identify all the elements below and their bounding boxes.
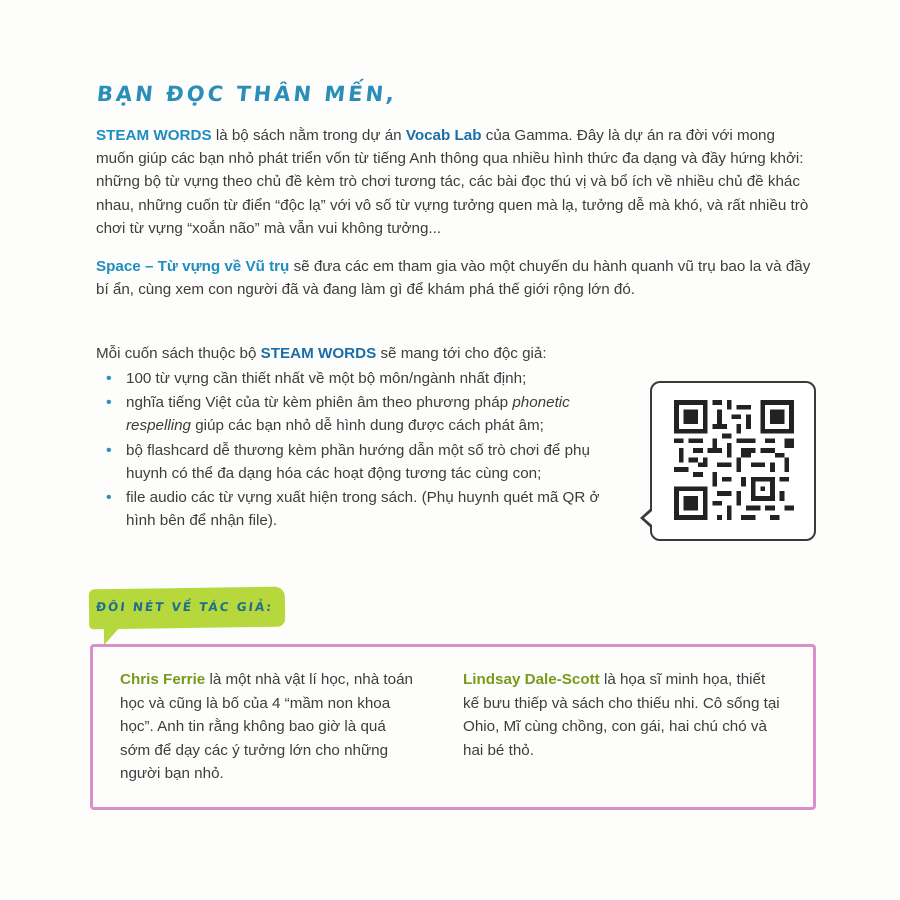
bullet-icon: • bbox=[106, 370, 112, 387]
list-item: • file audio các từ vựng xuất hiện trong sách. (Phụ huynh quét mã QR ở hình bên để nhận file). bbox=[100, 486, 630, 532]
tag-tail bbox=[104, 627, 120, 645]
project-name: Vocab Lab bbox=[405, 127, 482, 144]
author-bio-chris: Chris Ferrie là một nhà vật lí học, nhà toán học và cũng là bố của 4 “mầm non khoa học”. Anh tin rằng không bao giờ là quá sớm để dạy các ý tưởng lớn cho những người bạn nhỏ. bbox=[120, 671, 413, 783]
list-item: • bộ flashcard dễ thương kèm phần hướng dẫn một số trò chơi để phụ huynh có thể đa dạng hóa các hoạt động tương tác cùng con; bbox=[100, 439, 630, 485]
author-bio-lindsay: Lindsay Dale-Scott là họa sĩ minh họa, thiết kế bưu thiếp và sách cho thiếu nhi. Cô sống tại Ohio, Mĩ cùng chồng, con gái, hai chú chó và hai bé thỏ. bbox=[463, 671, 780, 759]
list-item: • nghĩa tiếng Việt của từ kèm phiên âm theo phương pháp phonetic respelling giúp các bạn nhỏ dễ hình dung được cách phát âm; bbox=[100, 391, 630, 437]
features-list bbox=[100, 367, 630, 533]
book-title: Space – Từ vựng về Vũ trụ bbox=[96, 258, 290, 275]
author-name: Chris Ferrie bbox=[120, 671, 206, 688]
list-item: • 100 từ vựng cần thiết nhất về một bộ môn/ngành nhất định; bbox=[100, 367, 630, 390]
bullet-icon: • bbox=[106, 394, 112, 412]
space-paragraph: Space – Từ vựng về Vũ trụ sẽ đưa các em tham gia vào một chuyến du hành quanh vũ trụ bao la và đầy bí ẩn, cùng xem con người đã và đang làm gì để khám phá thế giới rộng lớn đó. bbox=[96, 258, 811, 299]
page-heading: BẠN ĐỌC THÂN MẾN, bbox=[95, 82, 399, 106]
qr-code-icon[interactable] bbox=[674, 400, 794, 520]
bullet-icon: • bbox=[106, 489, 112, 507]
features-lead: Mỗi cuốn sách thuộc bộ STEAM WORDS sẽ mang tới cho độc giả: bbox=[96, 345, 547, 362]
brand-name: STEAM WORDS bbox=[96, 127, 212, 144]
brand-name: STEAM WORDS bbox=[260, 345, 377, 362]
author-name: Lindsay Dale-Scott bbox=[463, 671, 600, 688]
bullet-icon: • bbox=[106, 441, 112, 459]
intro-paragraph: STEAM WORDS là bộ sách nằm trong dự án Vocab Lab của Gamma. Đây là dự án ra đời với mong muốn giúp các bạn nhỏ phát triển vốn từ tiếng Anh thông qua nhiều hình thức đa dạng và đầy hứng khởi: những bộ từ vựng theo chủ đề kèm trò chơi tương tác, các bài đọc thú vị và bổ ích về nhiều chủ đề khác nhau, những cuốn từ điển “độc lạ” với vô số từ vựng tưởng quen mà lạ, tưởng dễ mà khó, và rất nhiều trò chơi từ vựng “xoắn não” mà vẫn vui không tưởng... bbox=[96, 127, 809, 237]
author-section-title: ĐÔI NÉT VỀ TÁC GIẢ: bbox=[95, 600, 274, 614]
